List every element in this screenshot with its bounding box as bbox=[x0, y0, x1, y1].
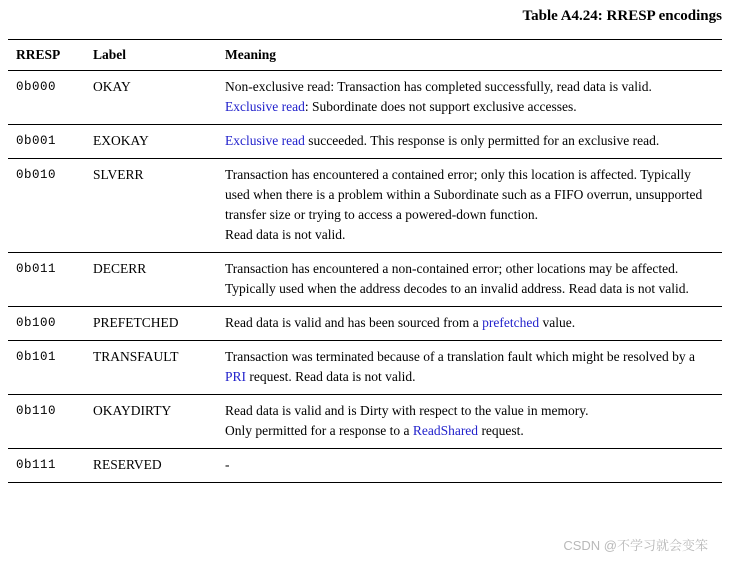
meaning-line bbox=[225, 165, 716, 225]
rresp-value: 0b001 bbox=[8, 125, 93, 159]
page-title: Table A4.24: RRESP encodings bbox=[522, 8, 722, 24]
rresp-encodings-table bbox=[8, 39, 722, 483]
table-row bbox=[8, 125, 722, 159]
label-value: OKAY bbox=[93, 71, 225, 125]
rresp-value: 0b000 bbox=[8, 71, 93, 125]
text-segment: Transaction has encountered a non-contained error; other locations may be affected. Typically used when the address decodes to an invalid address. Read data is not valid. bbox=[225, 261, 689, 296]
label-value: PREFETCHED bbox=[93, 307, 225, 341]
meaning-line bbox=[225, 313, 716, 333]
text-segment: Read data is valid and has been sourced from a bbox=[225, 315, 483, 330]
table-row bbox=[8, 449, 722, 483]
label-value: EXOKAY bbox=[93, 125, 225, 159]
label-value: TRANSFAULT bbox=[93, 341, 225, 395]
meaning-cell bbox=[225, 341, 722, 395]
text-segment: request. Read data is not valid. bbox=[246, 369, 416, 384]
rresp-value: 0b100 bbox=[8, 307, 93, 341]
rresp-value: 0b101 bbox=[8, 341, 93, 395]
text-segment: Only permitted for a response to a bbox=[225, 423, 413, 438]
header-row bbox=[8, 40, 722, 71]
meaning-cell bbox=[225, 395, 722, 449]
text-segment: Non-exclusive read: Transaction has completed successfully, read data is valid. bbox=[225, 79, 652, 94]
meaning-line bbox=[225, 225, 716, 245]
meaning-cell bbox=[225, 307, 722, 341]
text-segment: Read data is valid and is Dirty with respect to the value in memory. bbox=[225, 403, 589, 418]
link-exclusive-read[interactable]: Exclusive read bbox=[225, 133, 305, 148]
table-row bbox=[8, 307, 722, 341]
meaning-cell bbox=[225, 449, 722, 483]
text-segment: - bbox=[225, 457, 230, 472]
text-segment: value. bbox=[539, 315, 576, 330]
meaning-line bbox=[225, 347, 716, 387]
table-row bbox=[8, 253, 722, 307]
label-value: RESERVED bbox=[93, 449, 225, 483]
text-segment: : Subordinate does not support exclusive accesses. bbox=[304, 99, 577, 114]
link-prefetched[interactable]: prefetched bbox=[482, 315, 540, 330]
rresp-value: 0b010 bbox=[8, 159, 93, 253]
table-row bbox=[8, 159, 722, 253]
meaning-cell bbox=[225, 71, 722, 125]
link-pri[interactable]: PRI bbox=[225, 369, 247, 384]
column-header-meaning: Meaning bbox=[225, 40, 722, 71]
meaning-line bbox=[225, 421, 716, 441]
text-segment: Transaction was terminated because of a translation fault which might be resolved by a bbox=[225, 349, 695, 364]
meaning-line bbox=[225, 131, 716, 151]
meaning-line bbox=[225, 259, 716, 299]
table-row bbox=[8, 71, 722, 125]
label-value: OKAYDIRTY bbox=[93, 395, 225, 449]
meaning-cell bbox=[225, 125, 722, 159]
meaning-line bbox=[225, 97, 716, 117]
text-segment: Read data is not valid. bbox=[225, 227, 346, 242]
table-row bbox=[8, 395, 722, 449]
text-segment: Transaction has encountered a contained error; only this location is affected. Typically used when there is a problem within a Subordinate such as a FIFO overrun, unsupported transfer size or trying to access a powered-down function. bbox=[225, 167, 703, 222]
meaning-cell bbox=[225, 253, 722, 307]
label-value: DECERR bbox=[93, 253, 225, 307]
meaning-line bbox=[225, 401, 716, 421]
text-segment: request. bbox=[478, 423, 524, 438]
link-exclusive-read[interactable]: Exclusive read bbox=[225, 99, 305, 114]
meaning-cell bbox=[225, 159, 722, 253]
label-value: SLVERR bbox=[93, 159, 225, 253]
rresp-value: 0b111 bbox=[8, 449, 93, 483]
column-header-rresp: RRESP bbox=[8, 40, 93, 71]
column-header-label: Label bbox=[93, 40, 225, 71]
rresp-value: 0b110 bbox=[8, 395, 93, 449]
meaning-line bbox=[225, 77, 716, 97]
table-row bbox=[8, 341, 722, 395]
rresp-value: 0b011 bbox=[8, 253, 93, 307]
text-segment: succeeded. This response is only permitted for an exclusive read. bbox=[304, 133, 660, 148]
link-readshared[interactable]: ReadShared bbox=[412, 423, 479, 438]
meaning-line bbox=[225, 455, 716, 475]
watermark: CSDN @不学习就会变笨 bbox=[563, 538, 708, 553]
